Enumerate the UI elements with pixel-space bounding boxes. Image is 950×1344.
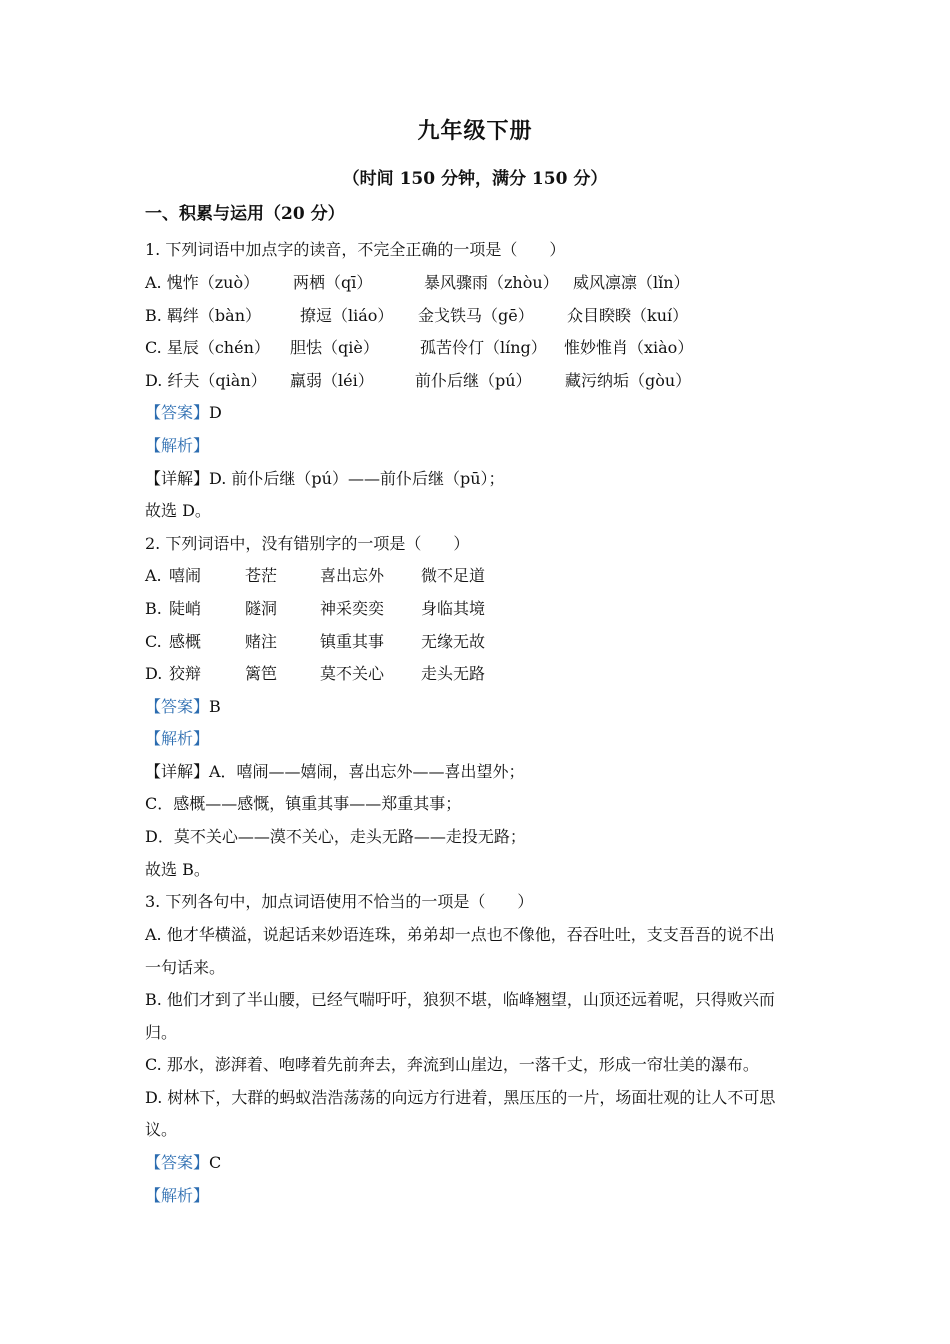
question-2-detail: 【详解】A．嘻闹——嬉闹，喜出忘外——喜出望外； — [145, 762, 525, 781]
question-3-option-d: D. 树林下，大群的蚂蚁浩浩荡荡的向远方行进着，黑压压的一片，场面壮观的让人不可思 — [145, 1088, 776, 1107]
option-text: 神采奕奕 — [320, 599, 385, 618]
option-text: 苍茫 — [245, 566, 278, 585]
answer-tag: 【答案】 — [145, 1153, 210, 1172]
option-text: 喜出忘外 — [320, 566, 385, 585]
question-3-stem: 3. 下列各句中，加点词语使用不恰当的一项是（ ） — [145, 892, 534, 911]
option-text: 篱笆 — [245, 664, 278, 683]
option-text: 撩逗（liáo） — [300, 306, 394, 325]
question-2-analysis-tag: 【解析】 — [145, 729, 210, 748]
question-3-option-c: C. 那水，澎湃着、咆哮着先前奔去，奔流到山崖边，一落千丈，形成一帘壮美的瀑布。 — [145, 1055, 759, 1074]
option-text: D. 纤夫（qiàn） — [145, 371, 267, 390]
option-text: 无缘无故 — [421, 632, 486, 651]
question-2-stem: 2. 下列词语中，没有错别字的一项是（ ） — [145, 534, 470, 553]
option-text: 赌注 — [245, 632, 278, 651]
option-text: 嘻闹 — [169, 566, 202, 585]
answer-value: C — [209, 1153, 222, 1172]
question-1-answer — [145, 401, 222, 425]
option-text: 胆怯（qiè） — [290, 338, 379, 357]
option-text: 金戈铁马（gē） — [418, 306, 534, 325]
question-2-answer — [145, 695, 221, 719]
section-heading: 一、积累与运用（20 分） — [145, 204, 345, 224]
option-text: 惟妙惟肖（xiào） — [564, 338, 694, 357]
option-text: 陡峭 — [169, 599, 202, 618]
question-3-analysis-tag: 【解析】 — [145, 1186, 210, 1205]
question-2-detail-2: C．感概——感慨，镇重其事——郑重其事； — [145, 794, 462, 813]
option-text: 走头无路 — [421, 664, 486, 683]
option-text: 两栖（qī） — [293, 273, 373, 292]
page-subtitle: （时间 150 分钟，满分 150 分） — [342, 169, 608, 189]
question-1-analysis-tag: 【解析】 — [145, 436, 210, 455]
option-letter: D. — [145, 664, 163, 683]
question-2-conclusion: 故选 B。 — [145, 860, 210, 879]
option-text: 微不足道 — [421, 566, 486, 585]
option-text: 暴风骤雨（zhòu） — [424, 273, 559, 292]
option-text: 隧洞 — [245, 599, 278, 618]
option-text: B. 羁绊（bàn） — [145, 306, 262, 325]
option-text: 藏污纳垢（gòu） — [565, 371, 692, 390]
question-3-option-a: A. 他才华横溢，说起话来妙语连珠，弟弟却一点也不像他，吞吞吐吐，支支吾吾的说不出 — [145, 925, 775, 944]
question-3-option-b: B. 他们才到了半山腰，已经气喘吁吁，狼狈不堪，临峰翘望，山顶还远着呢，只得败兴而 — [145, 990, 775, 1009]
page-title: 九年级下册 — [417, 118, 533, 144]
option-letter: A. — [145, 566, 162, 585]
option-text: 狡辩 — [169, 664, 202, 683]
option-text: A. 愧怍（zuò） — [145, 273, 260, 292]
answer-tag: 【答案】 — [145, 403, 210, 422]
option-text: 羸弱（léi） — [290, 371, 374, 390]
option-letter: C. — [145, 632, 162, 651]
question-1-stem: 1. 下列词语中加点字的读音，不完全正确的一项是（ ） — [145, 240, 566, 259]
option-letter: B. — [145, 599, 162, 618]
option-text: 感概 — [169, 632, 202, 651]
question-3-answer — [145, 1151, 221, 1175]
option-text: 镇重其事 — [320, 632, 385, 651]
option-text: 身临其境 — [421, 599, 486, 618]
question-3-option-a-cont: 一句话来。 — [145, 958, 226, 977]
answer-tag: 【答案】 — [145, 697, 210, 716]
option-text: 莫不关心 — [320, 664, 385, 683]
question-3-option-d-cont: 议。 — [145, 1120, 178, 1139]
answer-value: B — [209, 697, 221, 716]
option-text: 威风凛凛（lǐn） — [573, 273, 690, 292]
question-2-detail-3: D．莫不关心——漠不关心，走头无路——走投无路； — [145, 827, 526, 846]
question-1-conclusion: 故选 D。 — [145, 501, 211, 520]
option-text: 众目睽睽（kuí） — [567, 306, 689, 325]
question-3-option-b-cont: 归。 — [145, 1023, 178, 1042]
option-text: 孤苦伶仃（líng） — [420, 338, 547, 357]
option-text: 前仆后继（pú） — [415, 371, 532, 390]
answer-value: D — [209, 403, 222, 422]
question-1-detail: 【详解】D. 前仆后继（pú）——前仆后继（pū）； — [145, 469, 505, 488]
option-text: C. 星辰（chén） — [145, 338, 270, 357]
